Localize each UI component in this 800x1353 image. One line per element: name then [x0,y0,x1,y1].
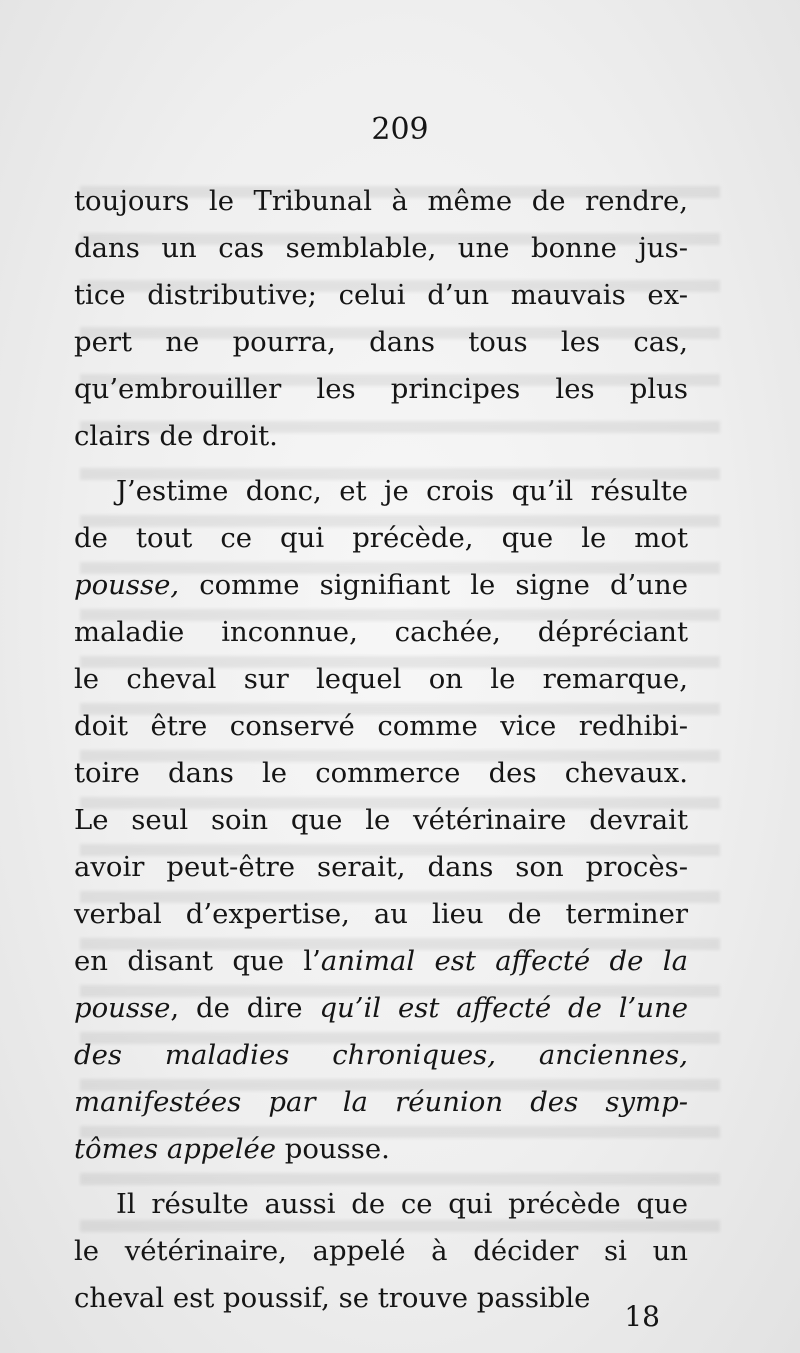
text-line [74,891,688,938]
text-run: tice distributive; celui d’un mauvais ex- [74,279,688,311]
text-line [74,468,688,515]
body-text [74,178,688,1322]
text-run: cheval est poussif, se trouve passible [74,1282,591,1314]
text-run: le cheval sur lequel on le remarque, [74,663,688,695]
text-run: qu’embrouiller les principes les plus [74,373,688,405]
text-run: , de dire [170,992,320,1024]
text-line [74,366,688,413]
text-line [74,1126,688,1173]
text-run: comme signifiant le signe d’une [179,569,688,601]
italic-run: manifestées par la réunion des symp- [74,1086,688,1118]
text-line [74,413,688,460]
italic-run: pousse [74,992,171,1024]
italic-run: tômes appelée [74,1133,277,1165]
italic-run: pousse, [74,569,180,601]
text-line [74,562,688,609]
text-line [74,938,688,985]
text-line [74,797,688,844]
text-line [74,750,688,797]
paragraph-gap [74,460,688,468]
text-run: doit être conservé comme vice redhibi- [74,710,688,742]
text-line [74,703,688,750]
text-line [74,844,688,891]
paragraph [74,468,688,1173]
text-line [74,515,688,562]
text-line [74,1181,688,1228]
italic-run: qu’il est affecté de l’une [319,992,688,1024]
text-run: verbal d’expertise, au lieu de terminer [74,898,688,930]
text-run: toujours le Tribunal à même de rendre, [74,185,688,217]
text-run: pousse. [276,1133,390,1165]
italic-run: des maladies chroniques, anciennes, [74,1039,688,1071]
page-number: 209 [371,112,429,147]
text-run: clairs de droit. [74,420,278,452]
text-line [74,1079,688,1126]
text-run: pert ne pourra, dans tous les cas, [74,326,688,358]
text-run: toire dans le commerce des chevaux. [74,757,688,789]
paragraph-gap [74,1173,688,1181]
text-run: le vétérinaire, appelé à décider si un [74,1235,688,1267]
text-run: maladie inconnue, cachée, dépréciant [74,616,688,648]
text-run: dans un cas semblable, une bonne jus- [74,232,688,264]
text-line [74,985,688,1032]
italic-run: animal est affecté de la [320,945,688,977]
text-line [74,225,688,272]
text-run: en disant que l’ [74,945,321,977]
text-line [74,1032,688,1079]
text-line [74,609,688,656]
text-line [74,656,688,703]
signature-mark: 18 [624,1300,660,1333]
text-line [74,1228,688,1275]
text-run: avoir peut-être serait, dans son procès- [74,851,688,883]
text-run: de tout ce qui précède, que le mot [74,522,688,554]
text-line [74,319,688,366]
text-run: Il résulte aussi de ce qui précède que [116,1188,688,1220]
text-run: Le seul soin que le vétérinaire devrait [74,804,688,836]
text-line [74,272,688,319]
text-run: J’estime donc, et je crois qu’il résulte [116,475,688,507]
text-line [74,178,688,225]
paragraph [74,178,688,460]
